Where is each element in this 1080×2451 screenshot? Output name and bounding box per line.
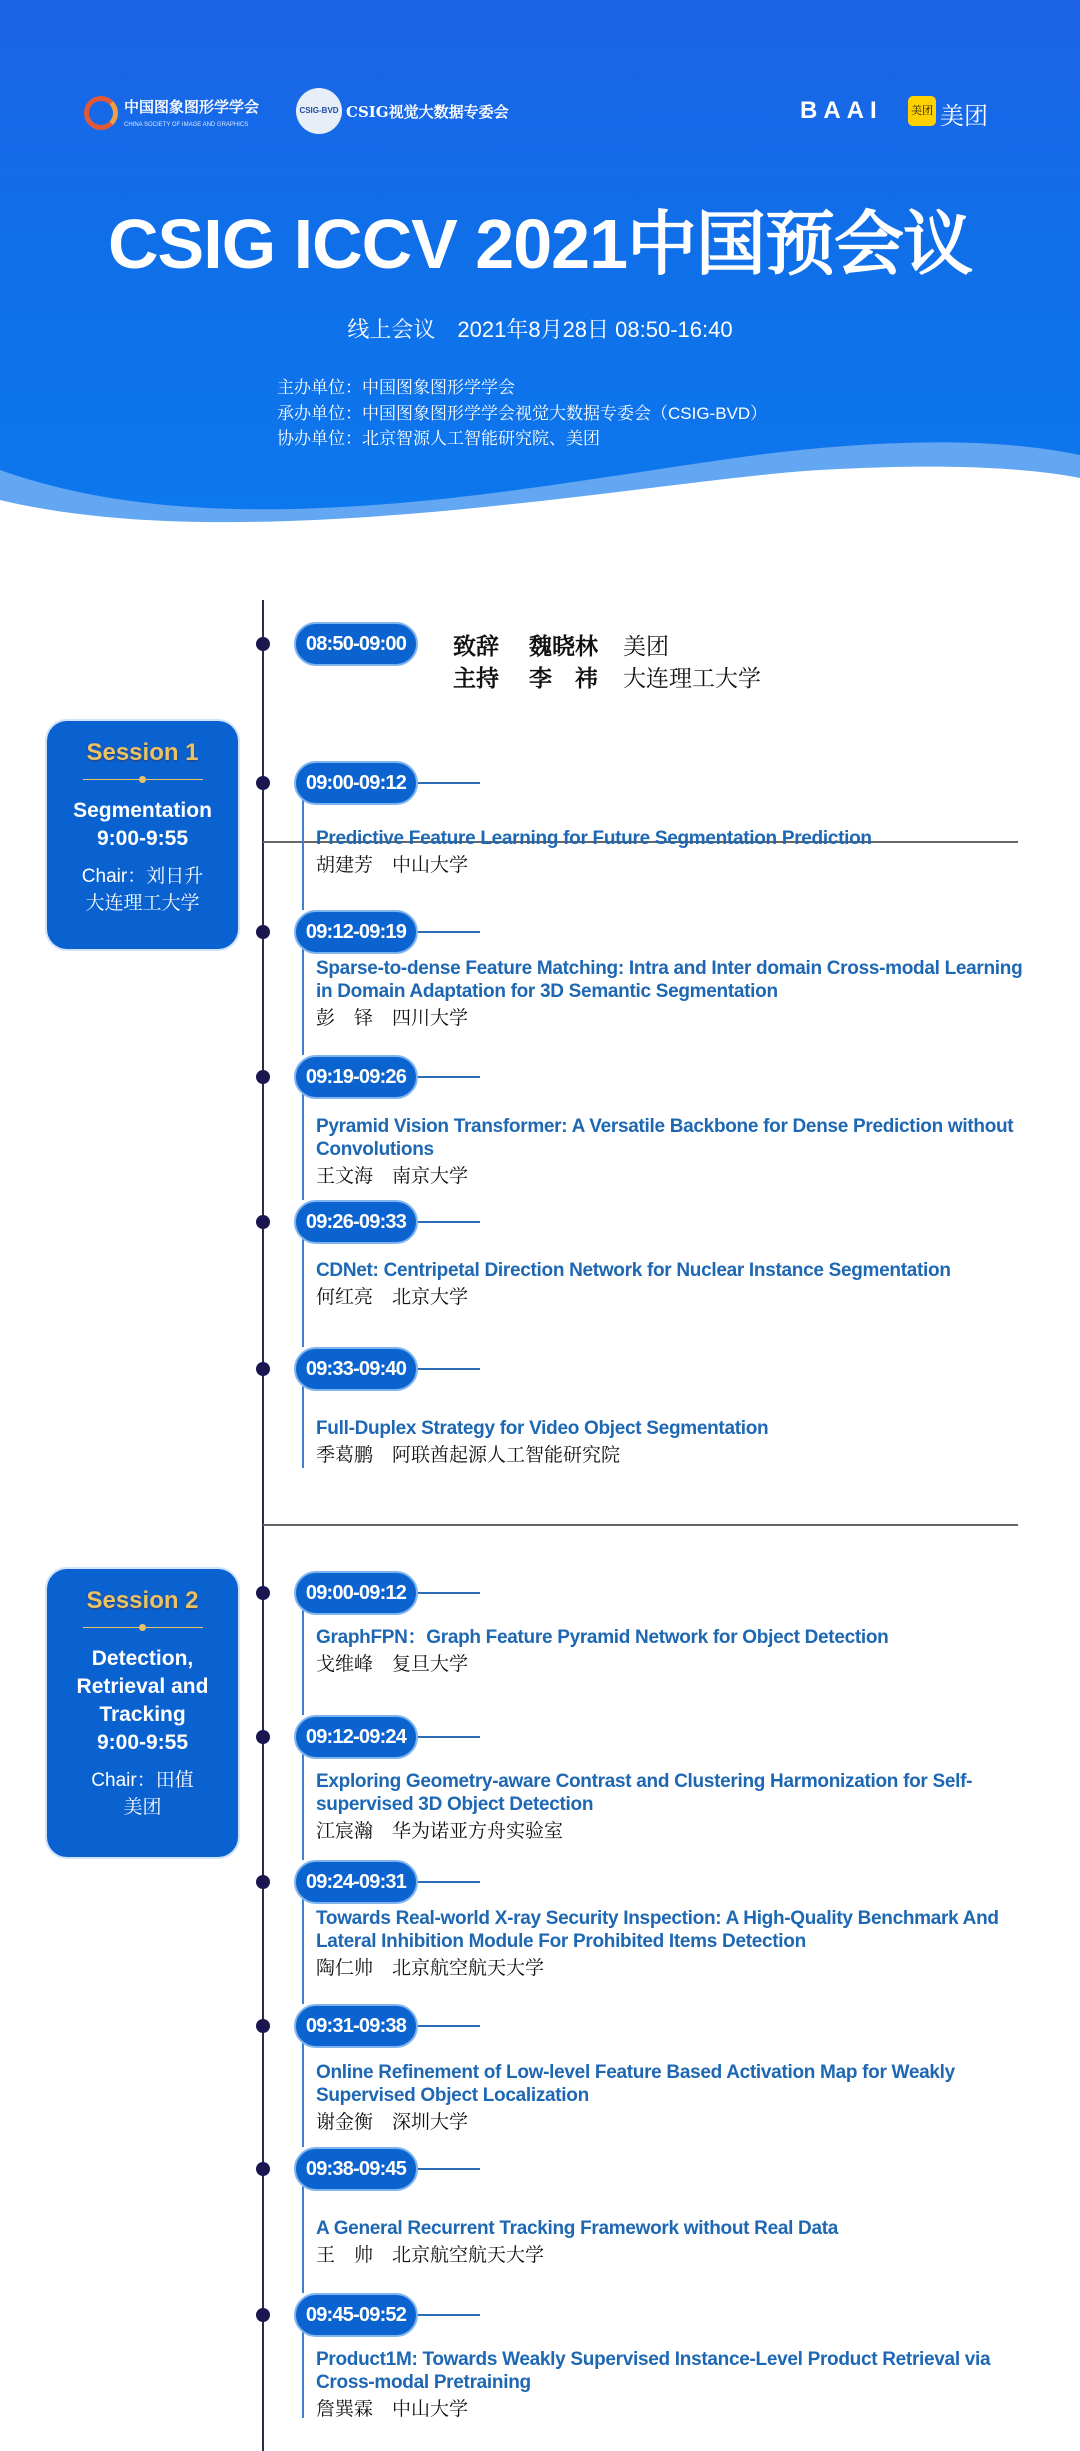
- talk-speaker: 季葛鹏 阿联酋起源人工智能研究院: [316, 1445, 621, 1466]
- talk-title: Online Refinement of Low-level Feature Based Activation Map for Weakly Supervised Object Localization: [316, 2062, 955, 2106]
- opening-name: 魏晓林: [529, 633, 598, 659]
- meituan-logo-icon: 美团: [908, 96, 936, 126]
- talk-title: A General Recurrent Tracking Framework without Real Data: [316, 2218, 839, 2239]
- talk-time-pill: 09:26-09:33: [294, 1200, 418, 1244]
- pill-underline: [416, 1881, 480, 1883]
- organizer-host: 主办单位：中国图象图形学学会: [277, 378, 515, 397]
- talk-title: Predictive Feature Learning for Future Segmentation Prediction: [316, 828, 872, 849]
- csig-logo-subtitle: CHINA SOCIETY OF IMAGE AND GRAPHICS: [124, 122, 249, 128]
- talk-title: Exploring Geometry-aware Contrast and Clustering Harmonization for Self-supervised 3D Object Detection: [316, 1771, 973, 1815]
- timeline-dot: [256, 2019, 270, 2033]
- session-chair-org: 大连理工大学: [85, 893, 200, 914]
- talk-item: [316, 1907, 1028, 1981]
- talk-speaker: 王 帅 北京航空航天大学: [316, 2245, 545, 2266]
- pill-underline: [416, 1076, 480, 1078]
- talk-item: [316, 1626, 1028, 1677]
- session-topic: Detection, Retrieval and Tracking: [76, 1647, 209, 1726]
- baai-logo: BAAI: [800, 97, 883, 124]
- page-title: CSIG ICCV 2021中国预会议: [108, 205, 972, 283]
- talk-title: Full-Duplex Strategy for Video Object Segmentation: [316, 1418, 769, 1439]
- pill-underline: [416, 1221, 480, 1223]
- opening-org: 美团: [623, 633, 669, 659]
- session-chair-org: 美团: [123, 1797, 162, 1818]
- talk-speaker: 谢金衡 深圳大学: [316, 2112, 469, 2133]
- timeline-dot: [256, 1730, 270, 1744]
- csig-logo-icon: [84, 96, 118, 130]
- opening-label: 主持: [453, 665, 499, 691]
- session-time: 9:00-9:55: [96, 827, 189, 850]
- talk-time-pill: 09:45-09:52: [294, 2293, 418, 2337]
- session-1-card: [47, 721, 238, 949]
- talk-time-pill: 09:19-09:26: [294, 1055, 418, 1099]
- talk-speaker: 胡建芳 中山大学: [316, 855, 469, 876]
- talk-time-pill: 09:00-09:12: [294, 761, 418, 805]
- timeline-dot: [256, 1362, 270, 1376]
- meituan-logo-text: 美团: [940, 103, 988, 130]
- talk-connector-line: [302, 783, 304, 910]
- organizer-organizer: 承办单位：中国图象图形学学会视觉大数据专委会（CSIG-BVD）: [277, 404, 768, 423]
- talk-title: CDNet: Centripetal Direction Network for Nuclear Instance Segmentation: [316, 1260, 951, 1281]
- session-topic: Segmentation: [73, 799, 212, 822]
- talk-speaker: 陶仁帅 北京航空航天大学: [316, 1958, 545, 1979]
- event-dateline: 线上会议 2021年8月28日 08:50-16:40: [347, 317, 733, 342]
- session-time: 9:00-9:55: [96, 1731, 189, 1754]
- opening-time-pill: 08:50-09:00: [294, 622, 418, 666]
- talk-item: [316, 957, 1028, 1031]
- talk-speaker: 何红亮 北京大学: [316, 1287, 469, 1308]
- talk-speaker: 江宸瀚 华为诺亚方舟实验室: [316, 1821, 564, 1842]
- talk-item: [316, 1417, 1028, 1468]
- pill-underline: [416, 2168, 480, 2170]
- talk-item: [316, 2348, 1028, 2422]
- pill-underline: [416, 2314, 480, 2316]
- pill-underline: [416, 782, 480, 784]
- session-chair: Chair：刘日升: [81, 866, 204, 887]
- bvd-globe-logo: CSIG-BVD: [296, 88, 342, 134]
- talk-title: Product1M: Towards Weakly Supervised Instance-Level Product Retrieval via Cross-modal Pretraining: [316, 2349, 991, 2393]
- timeline-dot: [256, 1215, 270, 1229]
- pill-underline: [416, 1592, 480, 1594]
- pill-underline: [416, 1368, 480, 1370]
- talk-speaker: 王文海 南京大学: [316, 1166, 469, 1187]
- pill-underline: [416, 931, 480, 933]
- talk-item: [316, 2061, 1028, 2135]
- timeline-dot: [256, 776, 270, 790]
- pill-underline: [416, 1736, 480, 1738]
- bvd-logo-text: CSIG视觉大数据专委会: [346, 103, 509, 121]
- talk-time-pill: 09:00-09:12: [294, 1571, 418, 1615]
- section-divider: [263, 1524, 1018, 1526]
- talk-speaker: 戈维峰 复旦大学: [316, 1654, 469, 1675]
- timeline-dot: [256, 1070, 270, 1084]
- talk-title: Pyramid Vision Transformer: A Versatile Backbone for Dense Prediction without Convolutions: [316, 1116, 1014, 1160]
- talk-time-pill: 09:33-09:40: [294, 1347, 418, 1391]
- session-label: Session 2: [86, 1587, 199, 1614]
- timeline-dot: [256, 637, 270, 651]
- pill-underline: [416, 2025, 480, 2027]
- talk-title: GraphFPN：Graph Feature Pyramid Network for Object Detection: [316, 1627, 889, 1648]
- organizer-co-organizer: 协办单位：北京智源人工智能研究院、美团: [277, 429, 600, 448]
- talk-title: Sparse-to-dense Feature Matching: Intra and Inter domain Cross-modal Learning in Domain Adaptation for 3D Semantic Segmentation: [316, 958, 1023, 1002]
- timeline-dot: [256, 2308, 270, 2322]
- timeline-dot: [256, 1586, 270, 1600]
- timeline-dot: [256, 925, 270, 939]
- talk-item: [316, 1115, 1028, 1189]
- session-chair: Chair：田值: [91, 1770, 194, 1791]
- timeline-dot: [256, 2162, 270, 2176]
- talk-time-pill: 09:12-09:24: [294, 1715, 418, 1759]
- talk-speaker: 彭 铎 四川大学: [316, 1008, 469, 1029]
- header-banner: [0, 0, 1080, 540]
- session-divider: [83, 773, 203, 787]
- opening-label: 致辞: [453, 633, 499, 659]
- opening-name: 李 祎: [529, 665, 598, 691]
- session-2-card: [47, 1569, 238, 1857]
- talk-time-pill: 09:24-09:31: [294, 1860, 418, 1904]
- talk-title: Towards Real-world X-ray Security Inspection: A High-Quality Benchmark And Lateral Inhibition Module For Prohibited Items Detection: [316, 1908, 999, 1952]
- talk-item: [316, 2217, 1028, 2268]
- talk-item: [316, 827, 1028, 878]
- talk-item: [316, 1770, 1028, 1844]
- opening-org: 大连理工大学: [623, 665, 761, 691]
- timeline-dot: [256, 1875, 270, 1889]
- csig-logo-text: 中国图象图形学学会: [124, 98, 260, 116]
- talk-time-pill: 09:38-09:45: [294, 2147, 418, 2191]
- talk-speaker: 詹巽霖 中山大学: [316, 2399, 469, 2420]
- session-divider: [83, 1621, 203, 1635]
- session-label: Session 1: [86, 739, 199, 766]
- talk-time-pill: 09:12-09:19: [294, 910, 418, 954]
- talk-item: [316, 1259, 1028, 1310]
- talk-time-pill: 09:31-09:38: [294, 2004, 418, 2048]
